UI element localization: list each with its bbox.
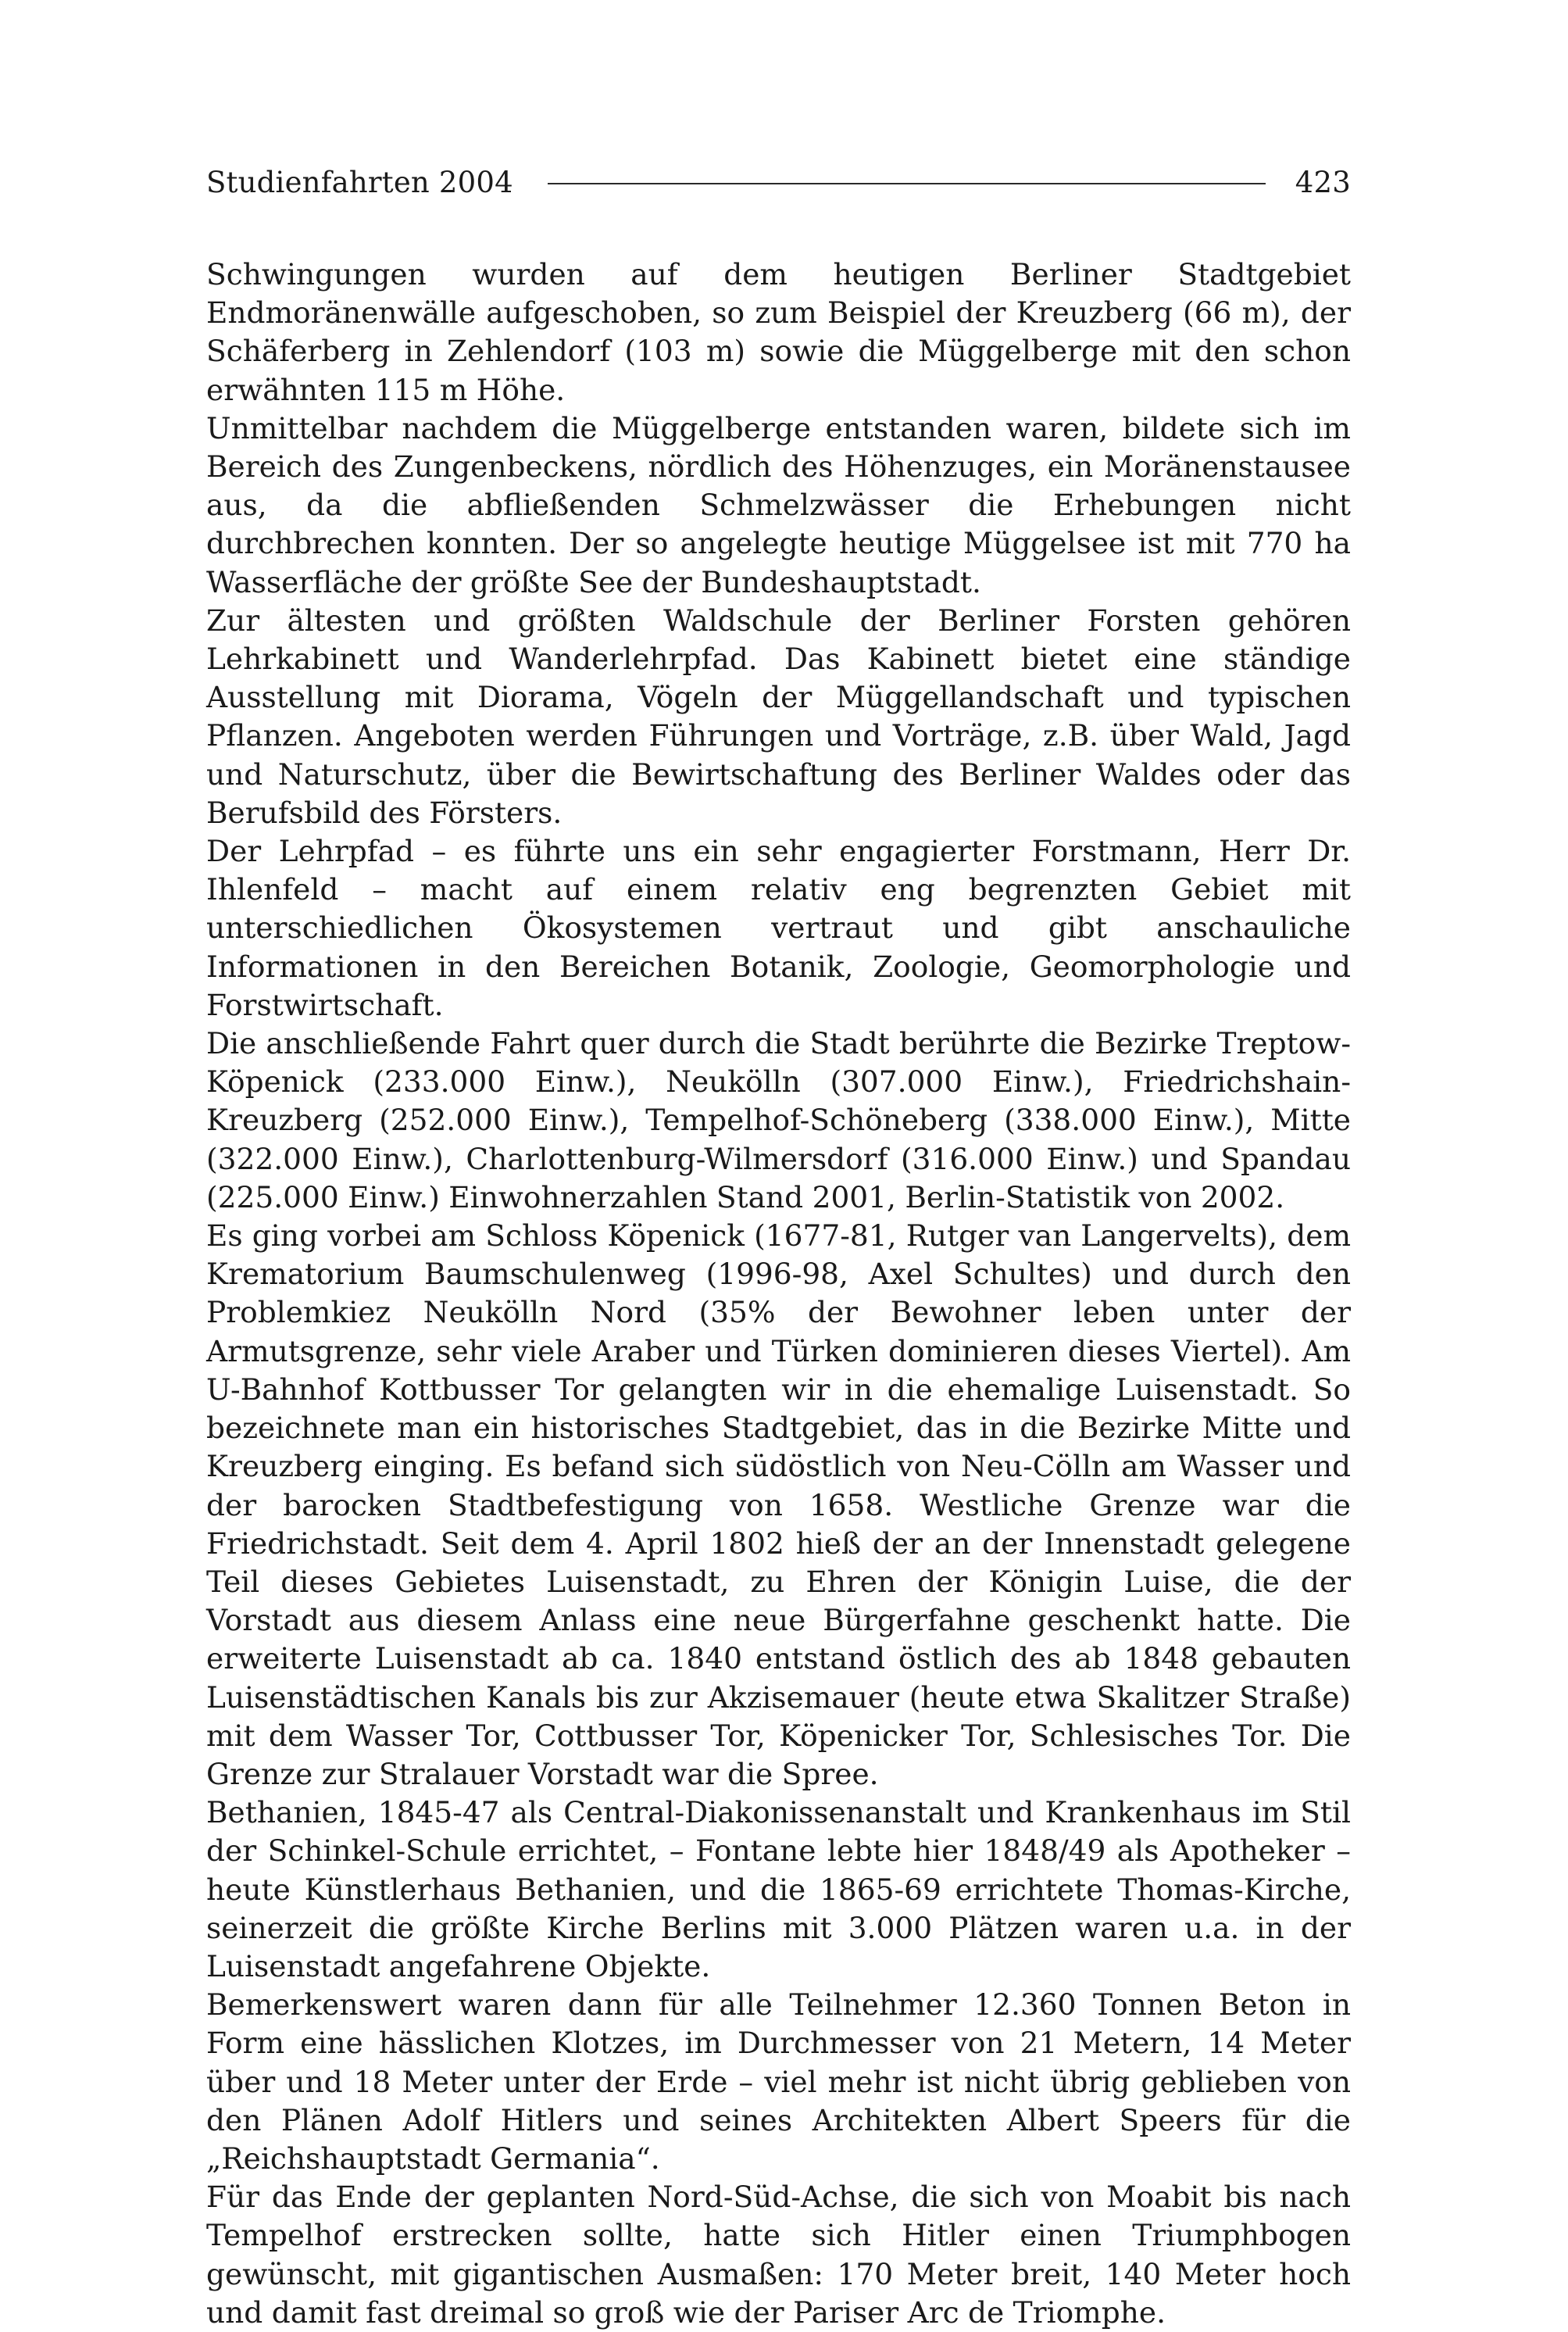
paragraph-bethanien: Bethanien, 1845-47 als Central-Diakonissenanstalt und Krankenhaus im Stil der Schinkel-Schule errichtet, – Fontane lebte hier 1848/49 als Apotheker – heute Künstlerhaus Bethanien, und die 1865-69 errichtete Thomas-Kirche, seinerzeit die größte Kirche Berlins mit 3.000 Plätzen waren u.a. in der Luisenstadt angefahrene Objekte. xyxy=(206,1795,1351,1983)
header-rule xyxy=(548,183,1266,184)
paragraph-beton-klotz: Bemerkenswert waren dann für alle Teilnehmer 12.360 Tonnen Beton in Form eine hässlichen Klotzes, im Durchmesser von 21 Metern, 14 Meter über und 18 Meter unter der Erde – viel mehr ist nicht übrig geblieben von den Plänen Adolf Hitlers und seines Architekten Albert Speers für die „Reichshauptstadt Germania“. xyxy=(206,1987,1351,2176)
paragraph-luisenstadt: Es ging vorbei am Schloss Köpenick (1677-81, Rutger van Langervelts), dem Krematorium Baumschulenweg (1996-98, Axel Schultes) und durch den Problemkiez Neukölln Nord (35% der Bewohner leben unter der Armutsgrenze, sehr viele Araber und Türken dominieren dieses Viertel). Am U-Bahnhof Kottbusser Tor gelangten wir in die ehemalige Luisenstadt. So bezeichnete man ein historisches Stadtgebiet, das in die Bezirke Mitte und Kreuzberg einging. Es befand sich südöstlich von Neu-Cölln am Wasser und der barocken Stadtbefestigung von 1658. Westliche Grenze war die Friedrichstadt. Seit dem 4. April 1802 hieß der an der Innenstadt gelegene Teil dieses Gebietes Luisenstadt, zu Ehren der Königin Luise, die der Vorstadt aus diesem Anlass eine neue Bürgerfahne geschenkt hatte. Die erweiterte Luisenstadt ab ca. 1840 entstand östlich des ab 1848 gebauten Luisenstädtischen Kanals bis zur Akzisemauer (heute etwa Skalitzer Straße) mit dem Wasser Tor, Cottbusser Tor, Köpenicker Tor, Schlesisches Tor. Die Grenze zur Stralauer Vorstadt war die Spree. xyxy=(206,1218,1351,1791)
running-title: Studienfahrten 2004 xyxy=(206,165,513,199)
page-header xyxy=(206,160,1351,204)
paragraph-waldschule: Zur ältesten und größten Waldschule der Berliner Forsten gehören Lehrkabinett und Wanderlehrpfad. Das Kabinett bietet eine ständige Ausstellung mit Diorama, Vögeln der Müggellandschaft und typischen Pflanzen. Angeboten werden Führungen und Vorträge, z.B. über Wald, Jagd und Naturschutz, über die Bewirtschaftung des Berliner Waldes oder das Berufsbild des Försters. xyxy=(206,603,1351,830)
paragraph-moraines: Schwingungen wurden auf dem heutigen Berliner Stadtgebiet Endmoränenwälle aufgeschoben, so zum Beispiel der Kreuzberg (66 m), der Schäferberg in Zehlendorf (103 m) sowie die Müggelberge mit den schon erwähnten 115 m Höhe. xyxy=(206,257,1351,407)
body-text xyxy=(206,256,1351,2332)
paragraph-mueggelsee: Unmittelbar nachdem die Müggelberge entstanden waren, bildete sich im Bereich des Zungenbeckens, nördlich des Höhenzuges, ein Moränenstausee aus, da die abfließenden Schmelzwässer die Erhebungen nicht durchbrechen konnten. Der so angelegte heutige Müggelsee ist mit 770 ha Wasserfläche der größte See der Bundeshauptstadt. xyxy=(206,410,1351,599)
page-number: 423 xyxy=(1295,165,1351,199)
paragraph-lehrpfad: Der Lehrpfad – es führte uns ein sehr engagierter Forstmann, Herr Dr. Ihlenfeld – macht auf einem relativ eng begrenzten Gebiet mit unterschiedlichen Ökosystemen vertraut und gibt anschauliche Informationen in den Bereichen Botanik, Zoologie, Geomorphologie und Forstwirtschaft. xyxy=(206,834,1351,1022)
paragraph-bezirke: Die anschließende Fahrt quer durch die Stadt berührte die Bezirke Treptow-Köpenick (233.000 Einw.), Neukölln (307.000 Einw.), Friedrichshain-Kreuzberg (252.000 Einw.), Tempelhof-Schöneberg (338.000 Einw.), Mitte (322.000 Einw.), Charlottenburg-Wilmersdorf (316.000 Einw.) und Spandau (225.000 Einw.) Einwohnerzahlen Stand 2001, Berlin-Statistik von 2002. xyxy=(206,1026,1351,1214)
paragraph-triumphbogen: Für das Ende der geplanten Nord-Süd-Achse, die sich von Moabit bis nach Tempelhof erstrecken sollte, hatte sich Hitler einen Triumphbogen gewünscht, mit gigantischen Ausmaßen: 170 Meter breit, 140 Meter hoch und damit fast dreimal so groß wie der Pariser Arc de Triomphe. xyxy=(206,2180,1351,2330)
